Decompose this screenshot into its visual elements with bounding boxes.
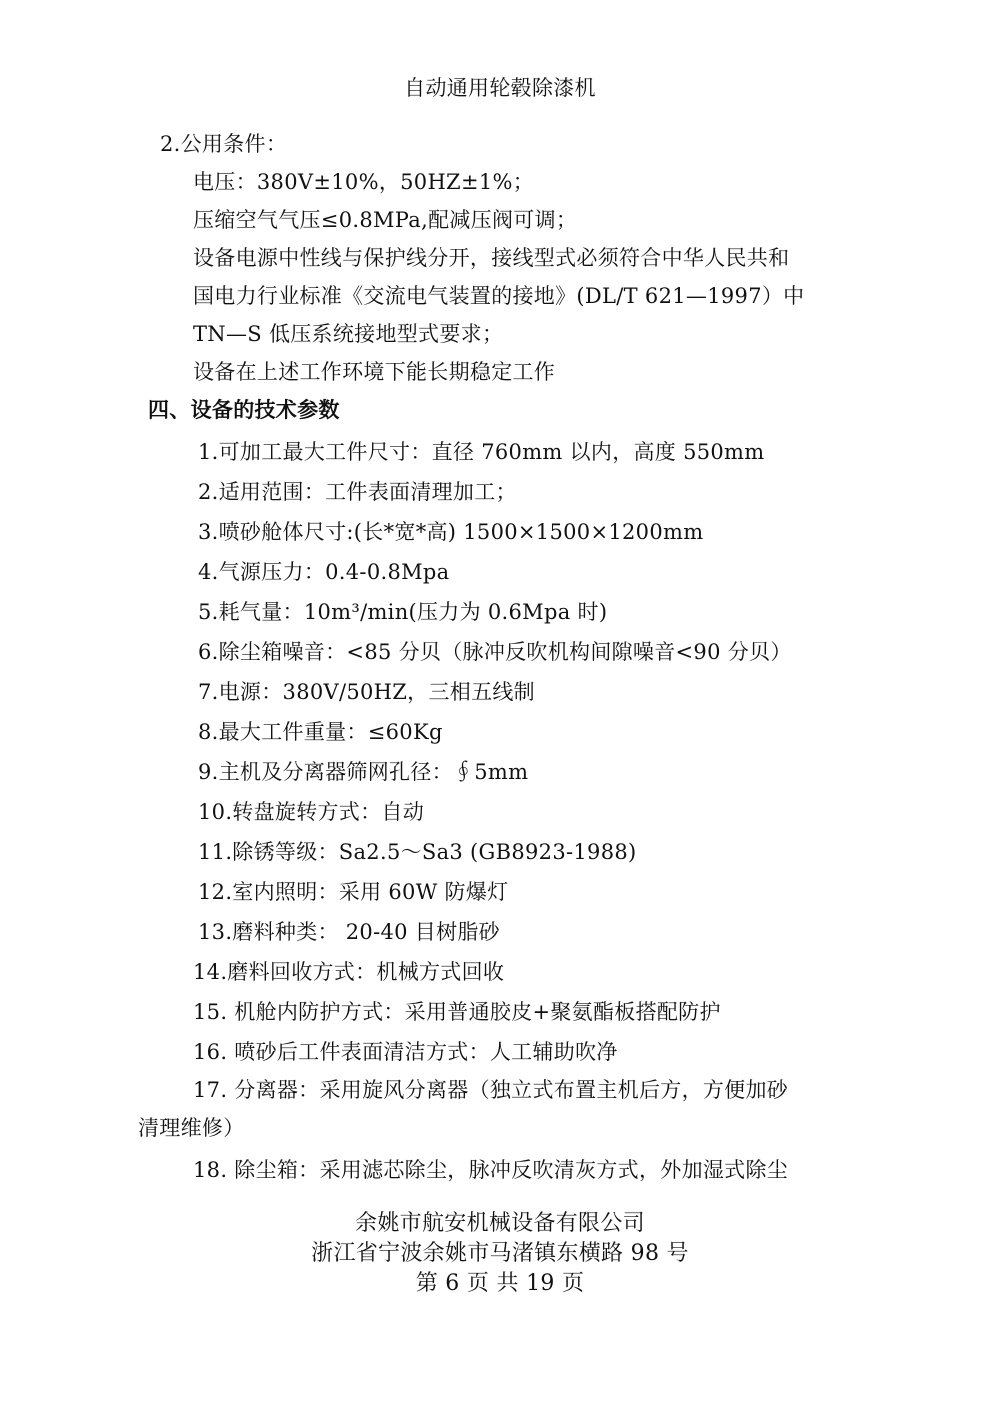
utilities-line: TN—S 低压系统接地型式要求； [193, 322, 504, 346]
footer-page-number: 第 6 页 共 19 页 [415, 1271, 585, 1296]
param-item: 11.除锈等级：Sa2.5～Sa3 (GB8923-1988) [198, 840, 637, 864]
param-item: 18. 除尘箱：采用滤芯除尘，脉冲反吹清灰方式，外加湿式除尘 [193, 1158, 789, 1182]
utilities-line: 设备电源中性线与保护线分开，接线型式必须符合中华人民共和 [193, 246, 790, 270]
param-item: 15. 机舱内防护方式：采用普通胶皮+聚氨酯板搭配防护 [193, 1000, 721, 1024]
param-item: 16. 喷砂后工件表面清洁方式：人工辅助吹净 [193, 1040, 618, 1064]
utilities-heading: 2.公用条件： [160, 132, 288, 156]
param-item-continuation: 清理维修） [138, 1116, 245, 1140]
param-item: 1.可加工最大工件尺寸：直径 760mm 以内，高度 550mm [198, 440, 765, 464]
footer-address: 浙江省宁波余姚市马渚镇东横路 98 号 [311, 1241, 689, 1266]
param-item: 2.适用范围：工件表面清理加工； [198, 480, 517, 504]
param-item: 12.室内照明：采用 60W 防爆灯 [198, 880, 509, 904]
param-item: 6.除尘箱噪音：<85 分贝（脉冲反吹机构间隙噪音<90 分贝） [198, 640, 792, 664]
param-item: 17. 分离器：采用旋风分离器（独立式布置主机后方，方便加砂 [193, 1078, 789, 1102]
param-item: 7.电源：380V/50HZ，三相五线制 [198, 680, 535, 704]
param-item: 13.磨料种类： 20-40 目树脂砂 [198, 920, 500, 944]
page-header-title: 自动通用轮毂除漆机 [404, 76, 596, 100]
param-item: 9.主机及分离器筛网孔径：∮5mm [198, 760, 529, 784]
param-item: 8.最大工件重量：≤60Kg [198, 720, 443, 744]
param-item: 3.喷砂舱体尺寸:(长*宽*高) 1500×1500×1200mm [198, 520, 704, 544]
param-item: 14.磨料回收方式：机械方式回收 [193, 960, 505, 984]
utilities-line: 压缩空气气压≤0.8MPa,配减压阀可调； [193, 208, 578, 232]
param-item: 5.耗气量：10m³/min(压力为 0.6Mpa 时) [198, 600, 608, 624]
param-item: 4.气源压力：0.4-0.8Mpa [198, 560, 450, 584]
section-heading-tech-params: 四、设备的技术参数 [148, 398, 340, 422]
footer-company: 余姚市航安机械设备有限公司 [355, 1211, 645, 1236]
utilities-line: 设备在上述工作环境下能长期稳定工作 [193, 360, 556, 384]
utilities-line: 国电力行业标准《交流电气装置的接地》(DL/T 621—1997）中 [193, 284, 805, 308]
param-item: 10.转盘旋转方式：自动 [198, 800, 424, 824]
utilities-line: 电压：380V±10%，50HZ±1%； [193, 170, 535, 194]
